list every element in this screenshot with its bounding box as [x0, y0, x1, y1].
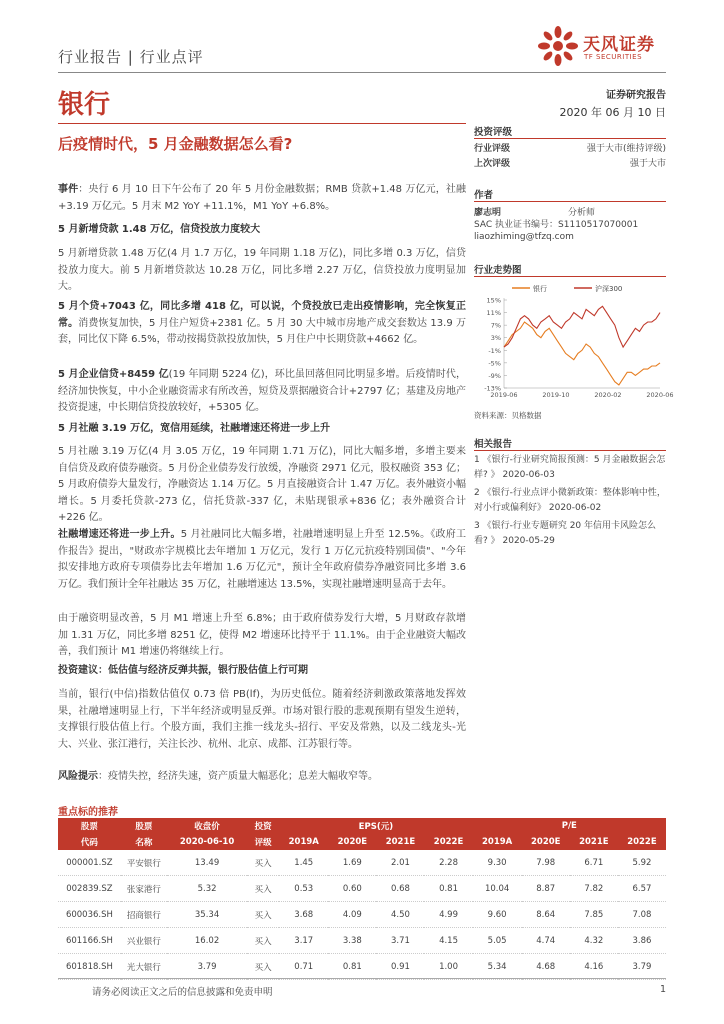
table-cell: 13.49 [167, 850, 247, 876]
th-name: 股票 [121, 818, 167, 834]
th-pe-2022: 2022E [618, 834, 666, 850]
header-divider [58, 72, 666, 73]
table-row [58, 954, 666, 980]
th-name-2: 名称 [121, 834, 167, 850]
table-row [58, 928, 666, 954]
table-cell: 3.86 [618, 928, 666, 954]
table-title: 重点标的推荐 [58, 807, 118, 818]
related-item[interactable]: 1 《银行-行业研究简报预测：5 月金融数据会怎样? 》 2020-06-03 [474, 455, 666, 480]
table-cell: 6.57 [618, 876, 666, 902]
table-cell: 002839.SZ [58, 876, 121, 902]
legend-label: 银行 [533, 285, 547, 293]
body-para-3: 5 月个贷+7043 亿，同比多增 418 亿，可以说，个贷投放已走出疫情影响，完全恢复正常。消费恢复加快，5 月住户短贷+2381 亿。5 月 30 大中城市房地产成交套数达 13.9 万套，同比仅下降 6.5%，带动按揭贷款投放加快，5 月住户中长期贷款+4662 亿。 [58, 301, 466, 345]
table-cell: 3.38 [328, 928, 376, 954]
rating-value: 强于大市 [629, 159, 666, 169]
stock-table [58, 818, 666, 980]
rating-key: 上次评级 [474, 159, 511, 169]
table-cell: 601166.SH [58, 928, 121, 954]
x-tick-label: 2019-10 [542, 391, 570, 399]
author-sac: SAC 执业证书编号：S1110517070001 [474, 220, 639, 230]
table-cell: 7.08 [618, 902, 666, 928]
th-pe: P/E [473, 818, 666, 834]
body-para-4: 5 月企业信贷+8459 亿(19 年同期 5224 亿)，环比虽回落但同比明显多增。后疫情时代，经济加快恢复，中小企业融资需求有所改善，短贷及票据融资合计+2797 亿；基建及房地产投资提速，中长期信贷投放较好，+5305 亿。 [58, 369, 466, 413]
body-para-5: 5 月社融 3.19 万亿(4 月 3.05 万亿，19 年同期 1.71 万亿)，同比大幅多增，多增主要来自信贷及政府债券融资。5 月份企业债券发行放缓，净融资 2971 亿元，股权融资 353 亿；5 月政府债券大量发行，净融资达 1.14 万亿。5 月直接融资合计 1.47 万亿。表外融资小幅增长。5 月委托贷款-273 亿，信托贷款-337 亿，未贴现银承+836 亿；表外融资合计+226 亿。 [58, 446, 466, 523]
author-role: 分析师 [568, 208, 596, 218]
table-cell: 买入 [247, 902, 279, 928]
y-tick-label: 3% [490, 334, 501, 343]
x-tick-label: 2019-06 [490, 391, 518, 399]
table-cell: 3.68 [279, 902, 328, 928]
th-price-date: 2020-06-10 [167, 834, 247, 850]
table-cell: 601818.SH [58, 954, 121, 980]
table-cell: 1.45 [279, 850, 328, 876]
table-cell: 5.34 [473, 954, 522, 980]
report-type: 证券研究报告 [606, 90, 666, 101]
body-heading-3: 投资建议：低估值与经济反弹共振，银行股估值上行可期 [58, 665, 308, 676]
table-cell: 买入 [247, 850, 279, 876]
table-cell: 2.01 [376, 850, 424, 876]
th-code: 股票 [58, 818, 121, 834]
table-cell: 4.15 [424, 928, 472, 954]
body-para-7: 由于融资明显改善，5 月 M1 增速上升至 6.8%；由于政府债券发行大增，5 月财政存款增加 1.31 万亿，同比多增 8251 亿，使得 M2 增速环比持平于 11.1%。由于企业融资大幅改善，我们预计 M1 增速仍将继续上行。 [58, 613, 466, 657]
page-number: 1 [659, 984, 666, 995]
table-cell: 35.34 [167, 902, 247, 928]
table-cell: 5.32 [167, 876, 247, 902]
table-row [58, 850, 666, 876]
y-tick-label: -9% [488, 371, 501, 380]
rating-divider [474, 138, 666, 139]
y-tick-label: 7% [490, 321, 501, 330]
y-tick-label: -5% [488, 359, 501, 368]
y-tick-label: -1% [488, 346, 501, 355]
table-row [58, 876, 666, 902]
th-eps-2022: 2022E [424, 834, 472, 850]
chart-heading: 行业走势图 [474, 265, 522, 276]
report-title: 后疫情时代，5 月金融数据怎么看? [58, 135, 293, 153]
table-cell: 5.05 [473, 928, 522, 954]
related-item[interactable]: 2 《银行-行业点评小微新政策：整体影响中性，对小行或偏利好》 2020-06-02 [474, 488, 666, 513]
table-cell: 0.81 [328, 954, 376, 980]
table-cell: 0.81 [424, 876, 472, 902]
th-rating-2: 评级 [247, 834, 279, 850]
chart-divider [474, 276, 666, 277]
logo-mark-icon [536, 24, 580, 68]
table-head-row-2 [58, 834, 666, 850]
author-block [474, 207, 666, 243]
table-cell: 5.92 [618, 850, 666, 876]
logo-subtext: TF SECURITIES [584, 53, 643, 61]
rating-value: 强于大市(维持评级) [586, 144, 666, 154]
body-para-6: 社融增速还将进一步上升。5 月社融同比大幅多增，社融增速明显上升至 12.5%。《政府工作报告》提出，"财政赤字规模比去年增加 1 万亿元，发行 1 万亿元抗疫特别国债"、"今年拟安排地方政府专项债券比去年增加 1.6 万亿元"，预计全年政府债券净融资同比多增 3.6 万亿。我们预计全年社融达 35 万亿，社融增速达 13.5%，实现社融增速明显高于去年。 [58, 529, 466, 590]
table-cell: 买入 [247, 928, 279, 954]
table-cell: 0.71 [279, 954, 328, 980]
th-price: 收盘价 [167, 818, 247, 834]
body-para-1: 事件：央行 6 月 10 日下午公布了 20 年 5 月份金融数据；RMB 贷款+1.48 万亿元，社融+3.19 万亿元。5 月末 M2 YoY +11.1%，M1 YoY +6.8%。 [58, 184, 467, 212]
th-rating: 投资 [247, 818, 279, 834]
th-pe-2019: 2019A [473, 834, 522, 850]
table-cell: 4.16 [570, 954, 618, 980]
related-item[interactable]: 3 《银行-行业专题研究 20 年信用卡风险怎么看? 》 2020-05-29 [474, 521, 657, 546]
author-heading: 作者 [474, 190, 494, 201]
table-cell: 招商银行 [121, 902, 167, 928]
table-cell: 0.53 [279, 876, 328, 902]
table-cell: 1.00 [424, 954, 472, 980]
rating-table [474, 141, 666, 171]
table-cell: 10.04 [473, 876, 522, 902]
y-tick-label: 11% [486, 309, 501, 318]
series-line-0 [504, 322, 660, 385]
table-cell: 2.28 [424, 850, 472, 876]
report-date: 2020 年 06 月 10 日 [559, 106, 666, 119]
author-divider [474, 201, 666, 202]
table-cell: 3.79 [618, 954, 666, 980]
th-eps: EPS(元) [279, 818, 472, 834]
th-eps-2021: 2021E [376, 834, 424, 850]
table-cell: 兴业银行 [121, 928, 167, 954]
chart-source: 资料来源：贝格数据 [474, 411, 542, 420]
table-head-row-1 [58, 818, 666, 834]
table-cell: 8.87 [522, 876, 570, 902]
table-cell: 9.60 [473, 902, 522, 928]
x-tick-label: 2020-06 [646, 391, 674, 399]
table-cell: 3.79 [167, 954, 247, 980]
y-tick-label: 15% [486, 296, 501, 305]
author-name: 廖志明 [474, 208, 502, 218]
table-cell: 16.02 [167, 928, 247, 954]
table-cell: 3.17 [279, 928, 328, 954]
industry-trend-chart [474, 280, 674, 400]
rating-key: 行业评级 [474, 144, 511, 154]
legend-label: 沪深300 [595, 285, 623, 293]
body-heading-2: 5 月社融 3.19 万亿，宽信用延续，社融增速还将进一步上升 [58, 423, 331, 434]
table-row [58, 902, 666, 928]
table-cell: 0.68 [376, 876, 424, 902]
table-cell: 000001.SZ [58, 850, 121, 876]
body-para-2: 5 月新增贷款 1.48 万亿(4 月 1.7 万亿，19 年同期 1.18 万亿)，同比多增 0.3 万亿，信贷投放力度大。前 5 月新增贷款达 10.28 万亿，同比多增 2.27 万亿，信贷投放力度明显加大。 [58, 248, 466, 292]
table-cell: 7.85 [570, 902, 618, 928]
body-para-8: 当前，银行(中信)指数估值仅 0.73 倍 PB(lf)，为历史低位。随着经济刺激政策落地发挥效果，社融增速明显上行，下半年经济或明显反弹。市场对银行股的悲观预期有望发生逆转，支撑银行股估值上行。个股方面，我们主推一线龙头-招行、平安及常熟，以及二线龙头-光大、兴业、张江港行，关注长沙、杭州、北京、成都、江苏银行等。 [58, 689, 466, 750]
th-pe-2020: 2020E [522, 834, 570, 850]
table-cell: 4.74 [522, 928, 570, 954]
x-tick-label: 2020-02 [594, 391, 622, 399]
related-heading: 相关报告 [474, 439, 513, 450]
title-divider [58, 123, 466, 124]
table-cell: 买入 [247, 876, 279, 902]
footer-divider [58, 978, 666, 979]
table-cell: 光大银行 [121, 954, 167, 980]
table-cell: 8.64 [522, 902, 570, 928]
table-cell: 9.30 [473, 850, 522, 876]
table-cell: 买入 [247, 954, 279, 980]
th-eps-2020: 2020E [328, 834, 376, 850]
table-cell: 0.60 [328, 876, 376, 902]
related-divider [474, 450, 666, 451]
table-cell: 600036.SH [58, 902, 121, 928]
table-cell: 4.99 [424, 902, 472, 928]
table-cell: 7.98 [522, 850, 570, 876]
table-cell: 张家港行 [121, 876, 167, 902]
table-cell: 0.91 [376, 954, 424, 980]
th-pe-2021: 2021E [570, 834, 618, 850]
rating-heading: 投资评级 [474, 127, 513, 138]
y-tick-label: -13% [484, 384, 501, 393]
sector-title: 银行 [58, 90, 111, 120]
table-cell: 4.50 [376, 902, 424, 928]
table-cell: 6.71 [570, 850, 618, 876]
table-cell: 4.09 [328, 902, 376, 928]
logo-text: 天风证券 [583, 35, 655, 55]
table-cell: 3.71 [376, 928, 424, 954]
th-eps-2019: 2019A [279, 834, 328, 850]
body-heading-1: 5 月新增贷款 1.48 万亿，信贷投放力度较大 [58, 224, 261, 235]
report-category: 行业报告 | 行业点评 [58, 48, 204, 66]
footer-disclaimer: 请务必阅读正文之后的信息披露和免责申明 [92, 987, 273, 998]
author-email[interactable]: liaozhiming@tfzq.com [474, 232, 574, 242]
th-code-2: 代码 [58, 834, 121, 850]
table-cell: 4.68 [522, 954, 570, 980]
table-cell: 平安银行 [121, 850, 167, 876]
table-cell: 4.32 [570, 928, 618, 954]
body-para-9: 风险提示：疫情失控，经济失速，资产质量大幅恶化；息差大幅收窄等。 [58, 771, 378, 782]
table-cell: 1.69 [328, 850, 376, 876]
table-cell: 7.82 [570, 876, 618, 902]
series-line-1 [504, 306, 660, 347]
related-list [474, 453, 666, 549]
